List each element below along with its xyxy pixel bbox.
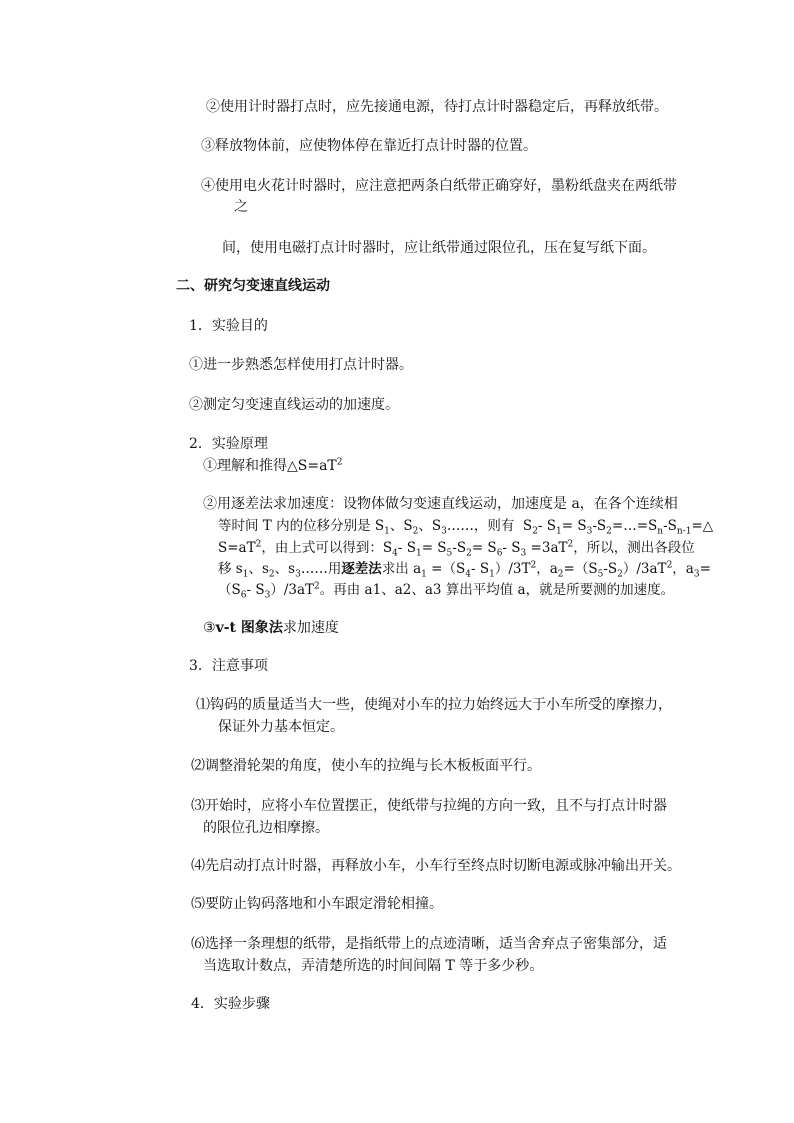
principle-3: ③v-t 图象法求加速度 [203,620,339,636]
caution-3-line1: ⑶开始时，应将小车位置摆正，使纸带与拉绳的方向一致，且不与打点计时器 [191,798,667,814]
subheading-steps: 4．实验步骤 [191,996,270,1012]
caution-2: ⑵调整滑轮架的角度，使小车的拉绳与长木板板面平行。 [191,758,541,774]
subheading-purpose: 1．实验目的 [189,318,268,334]
caution-6-line1: ⑹选择一条理想的纸带，是指纸带上的点迹清晰，适当舍弃点子密集部分，适 [191,936,667,952]
principle-2-line4: 移 $s_1$、$s_2$、$s_3\dots\dots$用逐差法求出 $a_1 =(S_4-$ $S_1)/3T^2$，$a_2=(S_5-S_2)/3aT^2$，$a_3=$ [218,560,711,580]
note-4-line3: 间，使用电磁打点计时器时，应让纸带通过限位孔，压在复写纸下面。 [222,240,656,256]
caution-6-line2: 当选取计数点，弄清楚所选的时间间隔 T 等于多少秒。 [203,958,544,974]
principle-2-line2: 等时间 T 内的位移分别是 $S_1$、$S_2$、$S_3\dots\dots$，则有 $S_2-$ $S_1=$ $S_3-S_2=\dots=S_n-S_{n-1}=\triangle$ [218,518,714,537]
subheading-principle: 2．实验原理 [189,436,268,452]
principle-2-line1: ②用逐差法求加速度：设物体做匀变速直线运动，加速度是 a，在各个连续相 [203,496,678,512]
caution-4: ⑷先启动打点计时器，再释放小车，小车行至终点时切断电源或脉冲输出开关。 [191,858,681,874]
principle-1: ①理解和推得$\triangle S=aT^2$ [203,457,343,474]
caution-5: ⑸要防止钩码落地和小车跟定滑轮相撞。 [191,896,443,912]
purpose-2: ②测定匀变速直线运动的加速度。 [189,397,399,413]
note-2: ②使用计时器打点时，应先接通电源，待打点计时器稳定后，再释放纸带。 [206,99,668,115]
note-3: ③释放物体前，应使物体停在靠近打点计时器的位置。 [201,138,537,154]
caution-3-line2: 的限位孔边相摩擦。 [203,820,329,836]
note-4-line2: 之 [234,199,248,215]
caution-1-line2: 保证外力基本恒定。 [218,719,344,735]
caution-1-line1: ⑴钩码的质量适当大一些，使绳对小车的拉力始终远大于小车所受的摩擦力， [196,697,672,713]
principle-2-line5: （$S_6-$ $S_3)/3aT^2$。再由 a1、a2、a3 算出平均值 a，就是所要测的加速度。 [218,581,675,601]
note-4-line1: ④使用电火花计时器时，应注意把两条白纸带正确穿好，墨粉纸盘夹在两纸带 [201,178,677,194]
purpose-1: ①进一步熟悉怎样使用打点计时器。 [189,357,413,373]
subheading-notes: 3．注意事项 [189,658,268,674]
principle-2-line3: $S=aT^2$，由上式可以得到：$S_4-$ $S_1= S_5-S_2= S_6-$ $S_3 =3aT^2$，所以，测出各段位 [218,539,695,559]
section-heading: 二、研究匀变速直线运动 [176,278,330,294]
